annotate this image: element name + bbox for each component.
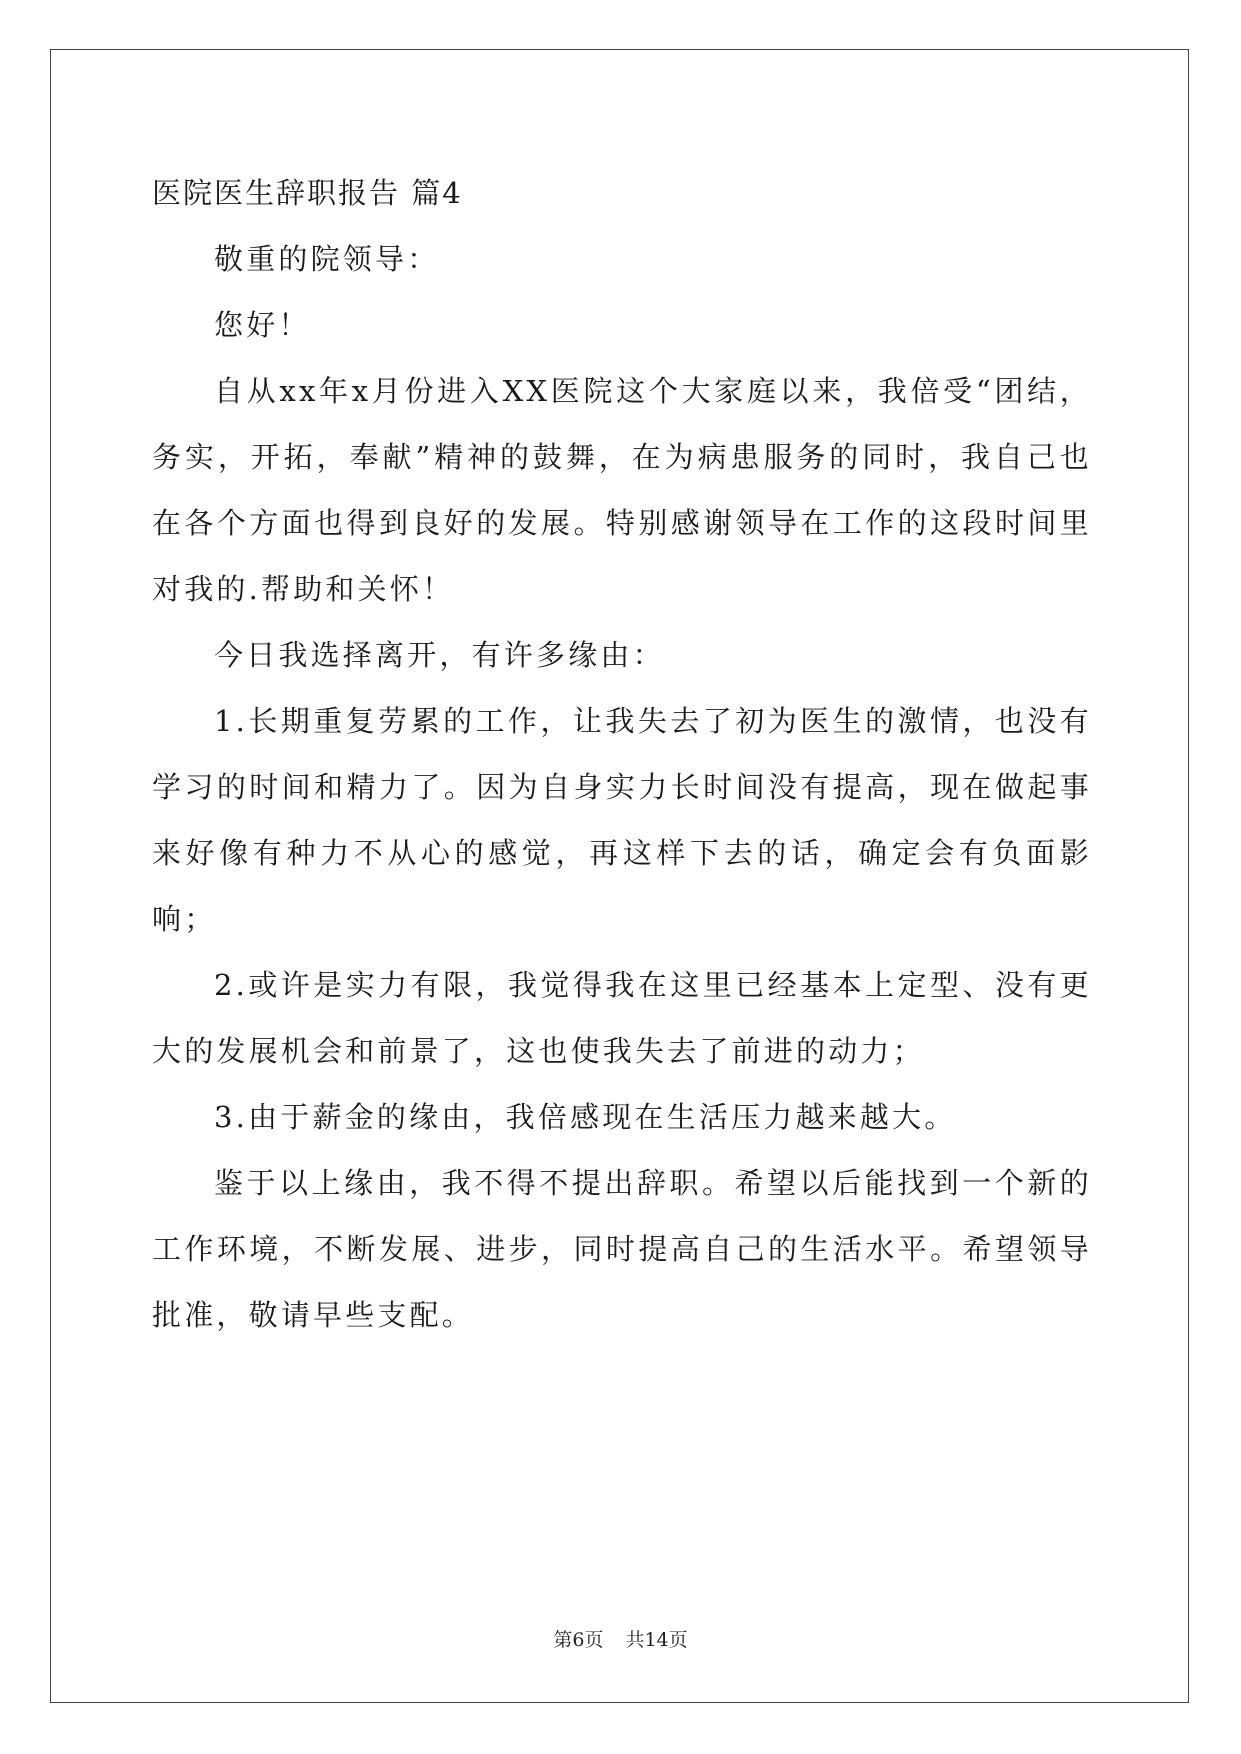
paragraph-conclusion: 鉴于以上缘由，我不得不提出辞职。希望以后能找到一个新的工作环境，不断发展、进步，同时提高自己的生活水平。希望领导批准，敬请早些支配。 [152,1166,1092,1332]
page-number: 第6页 [553,1629,604,1651]
page-total: 共14页 [625,1629,688,1651]
paragraph-reason-3: 3.由于薪金的缘由，我倍感现在生活压力越来越大。 [214,1100,957,1134]
paragraph-reasons-heading: 今日我选择离开，有许多缘由： [214,638,665,672]
greeting: 您好！ [214,308,311,342]
salutation-block [152,226,1092,358]
salutation: 敬重的院领导： [214,242,440,276]
document-body [152,160,1092,1348]
paragraph-reason-1: 1.长期重复劳累的工作，让我失去了初为医生的激情，也没有学习的时间和精力了。因为自身实力长时间没有提高，现在做起事来好像有种力不从心的感觉，再这样下去的话，确定会有负面影响； [152,704,1092,936]
page-footer [0,1625,1241,1652]
paragraph-intro: 自从xx年x月份进入XX医院这个大家庭以来，我倍受“团结，务实，开拓，奉献”精神的鼓舞，在为病患服务的同时，我自己也在各个方面也得到良好的发展。特别感谢领导在工作的这段时间里对我的.帮助和关怀！ [152,374,1092,606]
paragraph-reason-2: 2.或许是实力有限，我觉得我在这里已经基本上定型、没有更大的发展机会和前景了，这也使我失去了前进的动力； [152,968,1092,1068]
document-title: 医院医生辞职报告 篇4 [152,176,463,210]
